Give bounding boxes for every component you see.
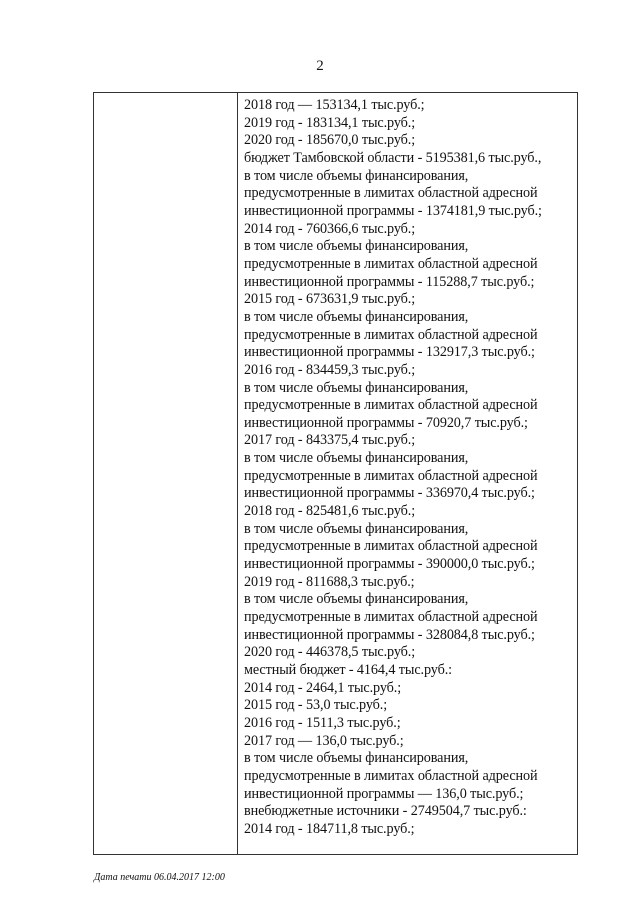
text-line: 2015 год - 673631,9 тыс.руб.; (244, 291, 416, 308)
text-line: 2015 год - 53,0 тыс.руб.; (244, 697, 388, 714)
text-line: инвестиционной программы - 390000,0 тыс.руб.; (244, 556, 535, 573)
text-line: в том числе объемы финансирования, (244, 167, 469, 184)
text-line: 2017 год - 843375,4 тыс.руб.; (244, 432, 416, 449)
text-line: 2014 год - 184711,8 тыс.руб.; (244, 820, 415, 837)
page-number: 2 (316, 58, 324, 74)
text-line: предусмотренные в лимитах областной адресной (244, 609, 538, 626)
text-line: 2016 год - 834459,3 тыс.руб.; (244, 361, 416, 378)
text-line: предусмотренные в лимитах областной адресной (244, 538, 538, 555)
text-line: 2019 год - 183134,1 тыс.руб.; (244, 114, 416, 131)
text-line: предусмотренные в лимитах областной адресной (244, 185, 538, 202)
text-line: в том числе объемы финансирования, (244, 750, 469, 767)
text-line: 2020 год - 446378,5 тыс.руб.; (244, 644, 416, 661)
text-line: предусмотренные в лимитах областной адресной (244, 255, 538, 272)
text-line: в том числе объемы финансирования, (244, 591, 469, 608)
text-line: 2014 год - 760366,6 тыс.руб.; (244, 220, 416, 237)
text-line: 2019 год - 811688,3 тыс.руб.; (244, 573, 415, 590)
text-line: в том числе объемы финансирования, (244, 308, 469, 325)
text-line: инвестиционной программы — 136,0 тыс.руб.; (244, 785, 524, 802)
text-line: инвестиционной программы - 132917,3 тыс.руб.; (244, 344, 535, 361)
text-line: предусмотренные в лимитах областной адресной (244, 767, 538, 784)
text-line: местный бюджет - 4164,4 тыс.руб.: (244, 662, 452, 678)
text-line: бюджет Тамбовской области - 5195381,6 тыс.руб., (244, 149, 542, 166)
text-line: 2014 год - 2464,1 тыс.руб.; (244, 679, 402, 696)
text-line: 2018 год - 825481,6 тыс.руб.; (244, 503, 416, 520)
text-line: инвестиционной программы - 1374181,9 тыс.руб.; (244, 202, 542, 219)
text-line: в том числе объемы финансирования, (244, 450, 469, 467)
column-divider (237, 92, 238, 855)
text-line: инвестиционной программы - 336970,4 тыс.руб.; (244, 485, 535, 502)
text-line: инвестиционной программы - 70920,7 тыс.руб.; (244, 414, 528, 431)
text-line: 2016 год - 1511,3 тыс.руб.; (244, 714, 401, 731)
text-line: инвестиционной программы - 115288,7 тыс.руб.; (244, 273, 535, 290)
text-line: предусмотренные в лимитах областной адресной (244, 467, 538, 484)
text-line: внебюджетные источники - 2749504,7 тыс.руб.: (244, 803, 527, 820)
text-line: в том числе объемы финансирования, (244, 238, 469, 255)
text-line: 2017 год — 136,0 тыс.руб.; (244, 732, 404, 749)
text-line: 2018 год — 153134,1 тыс.руб.; (244, 97, 425, 113)
text-line: инвестиционной программы - 328084,8 тыс.руб.; (244, 626, 535, 643)
text-line: предусмотренные в лимитах областной адресной (244, 397, 538, 414)
text-line: в том числе объемы финансирования, (244, 520, 469, 537)
text-line: предусмотренные в лимитах областной адресной (244, 326, 538, 343)
text-line: 2020 год - 185670,0 тыс.руб.; (244, 132, 416, 149)
text-line: в том числе объемы финансирования, (244, 379, 469, 396)
print-date-footer: Дата печати 06.04.2017 12:00 (94, 872, 225, 883)
financing-text-cell (244, 97, 574, 839)
